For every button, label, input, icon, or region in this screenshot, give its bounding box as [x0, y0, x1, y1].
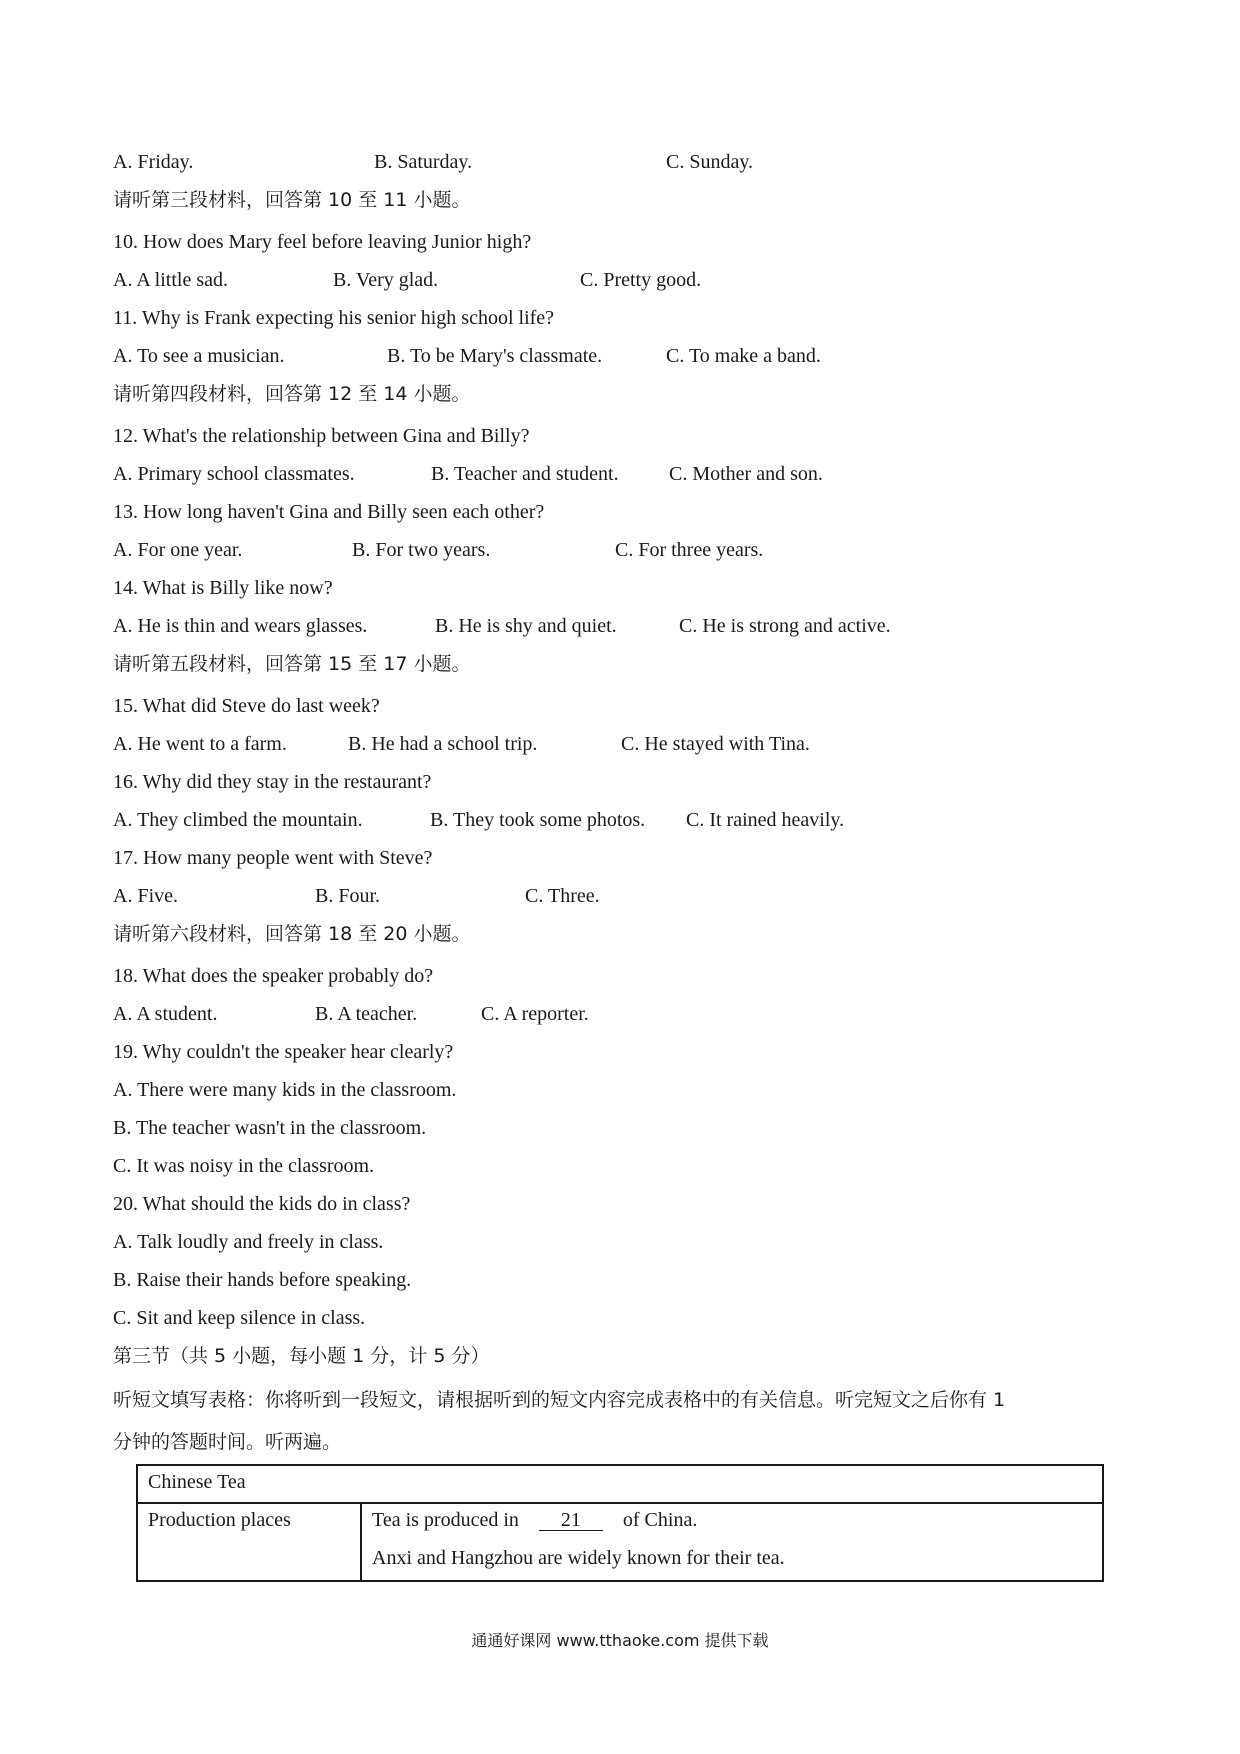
q18-option-c: C. A reporter.	[481, 1003, 589, 1025]
q9-option-a: A. Friday.	[113, 151, 194, 173]
q11-question: 11. Why is Frank expecting his senior high school life?	[113, 307, 555, 329]
row-text-before: Tea is produced in	[372, 1509, 519, 1531]
q17-option-c: C. Three.	[525, 885, 600, 907]
q18-option-a: A. A student.	[113, 1003, 218, 1025]
q17-option-a: A. Five.	[113, 885, 178, 907]
q17-option-b: B. Four.	[315, 885, 381, 907]
section3-instruction: 请听第三段材料，回答第 10 至 11 小题。	[113, 189, 471, 211]
q15-option-c: C. He stayed with Tina.	[621, 733, 810, 755]
q9-option-b: B. Saturday.	[374, 151, 473, 173]
table-row-production-places	[137, 1503, 1103, 1581]
q12-option-a: A. Primary school classmates.	[113, 463, 355, 485]
q19-question: 19. Why couldn't the speaker hear clearly?	[113, 1041, 454, 1063]
q13-option-a: A. For one year.	[113, 539, 243, 561]
q14-option-c: C. He is strong and active.	[679, 615, 891, 637]
q9-option-c: C. Sunday.	[666, 151, 754, 173]
q14-option-b: B. He is shy and quiet.	[435, 615, 617, 637]
q20-option-c: C. Sit and keep silence in class.	[113, 1307, 366, 1329]
section6-instruction: 请听第六段材料，回答第 18 至 20 小题。	[113, 923, 471, 945]
row-text-after: of China.	[622, 1509, 698, 1531]
q16-option-a: A. They climbed the mountain.	[113, 809, 363, 831]
q12-option-c: C. Mother and son.	[669, 463, 823, 485]
q10-question: 10. How does Mary feel before leaving Junior high?	[113, 231, 532, 253]
row-content-production-places	[361, 1503, 1103, 1581]
q11-option-a: A. To see a musician.	[113, 345, 285, 367]
q15-question: 15. What did Steve do last week?	[113, 695, 380, 717]
q18-question: 18. What does the speaker probably do?	[113, 965, 434, 987]
q15-option-a: A. He went to a farm.	[113, 733, 287, 755]
q13-option-c: C. For three years.	[615, 539, 764, 561]
footer-source: 通通好课网 www.tthaoke.com 提供下载	[471, 1631, 769, 1650]
table-title-row	[137, 1465, 1103, 1503]
q19-option-b: B. The teacher wasn't in the classroom.	[113, 1117, 427, 1139]
q10-option-a: A. A little sad.	[113, 269, 228, 291]
tea-info-table	[136, 1464, 1104, 1582]
q11-option-b: B. To be Mary's classmate.	[387, 345, 603, 367]
q17-question: 17. How many people went with Steve?	[113, 847, 433, 869]
q16-option-b: B. They took some photos.	[430, 809, 646, 831]
row-label-production-places: Production places	[137, 1503, 361, 1581]
q19-option-c: C. It was noisy in the classroom.	[113, 1155, 375, 1177]
section5-instruction: 请听第五段材料，回答第 15 至 17 小题。	[113, 653, 471, 675]
q12-question: 12. What's the relationship between Gina and Billy?	[113, 425, 530, 447]
q10-option-b: B. Very glad.	[333, 269, 439, 291]
part3-instruction-line1: 听短文填写表格：你将听到一段短文，请根据听到的短文内容完成表格中的有关信息。听完短文之后你有 1	[113, 1389, 1006, 1411]
q10-option-c: C. Pretty good.	[580, 269, 702, 291]
q13-option-b: B. For two years.	[352, 539, 491, 561]
part3-heading: 第三节（共 5 小题，每小题 1 分，计 5 分）	[113, 1345, 490, 1367]
row-line-1	[372, 1508, 1092, 1532]
q15-option-b: B. He had a school trip.	[348, 733, 538, 755]
q18-option-b: B. A teacher.	[315, 1003, 418, 1025]
q20-option-b: B. Raise their hands before speaking.	[113, 1269, 412, 1291]
q11-option-c: C. To make a band.	[666, 345, 821, 367]
q19-option-a: A. There were many kids in the classroom.	[113, 1079, 457, 1101]
q20-option-a: A. Talk loudly and freely in class.	[113, 1231, 384, 1253]
q16-option-c: C. It rained heavily.	[686, 809, 845, 831]
section4-instruction: 请听第四段材料，回答第 12 至 14 小题。	[113, 383, 471, 405]
q14-option-a: A. He is thin and wears glasses.	[113, 615, 368, 637]
q14-question: 14. What is Billy like now?	[113, 577, 333, 599]
q16-question: 16. Why did they stay in the restaurant?	[113, 771, 432, 793]
q12-option-b: B. Teacher and student.	[431, 463, 619, 485]
table-title: Chinese Tea	[137, 1465, 1103, 1503]
part3-instruction-line2: 分钟的答题时间。听两遍。	[113, 1431, 342, 1453]
q13-question: 13. How long haven't Gina and Billy seen each other?	[113, 501, 545, 523]
answer-blank-21[interactable]: 21	[539, 1510, 603, 1531]
row-line-2: Anxi and Hangzhou are widely known for their tea.	[372, 1547, 785, 1569]
q20-question: 20. What should the kids do in class?	[113, 1193, 411, 1215]
